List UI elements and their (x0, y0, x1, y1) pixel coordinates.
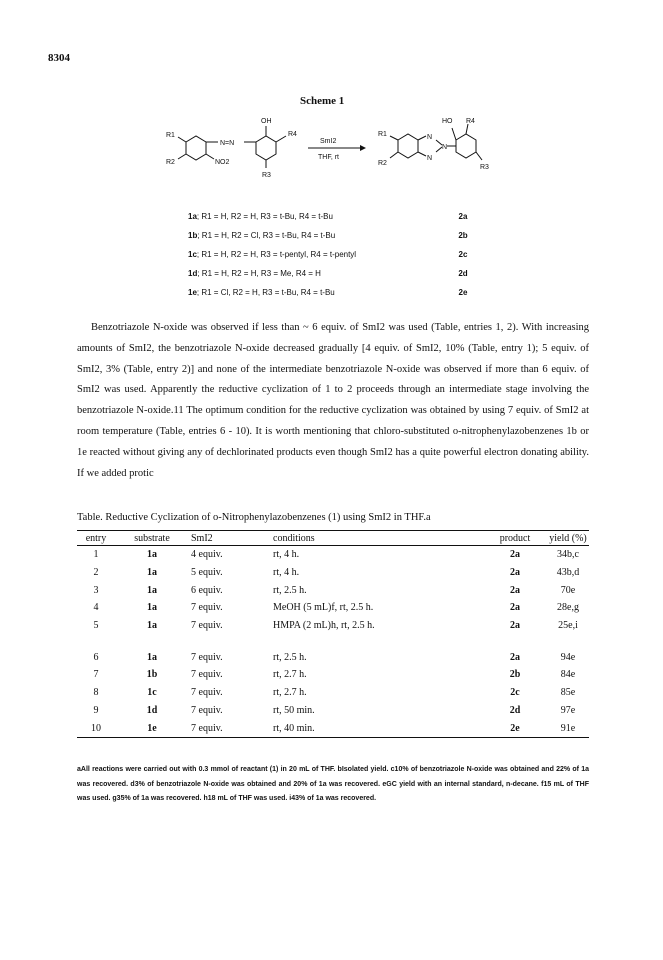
compound-product: 2a (458, 212, 468, 221)
cell-conditions: rt, 2.7 h. (273, 687, 307, 699)
header-substrate: substrate (115, 531, 189, 546)
product-r4-label: R4 (466, 118, 475, 125)
compound-definition (188, 288, 448, 297)
compound-product: 2b (458, 231, 468, 240)
cell-entry: 3 (93, 584, 99, 596)
table-row (77, 599, 589, 617)
body-paragraph: Benzotriazole N-oxide was observed if less than ~ 6 equiv. of SmI2 was used (Table, entries 1, 2). With increasing amounts of SmI2, the benzotriazole N-oxide decreased gradually [4 equiv. of SmI2, 10% (Table, entry 1); 5 equiv. of SmI2, 3% (Table, entry 2)] and none of the intermediate benzotriazole N-oxide was observed if more than 6 equiv. of SmI2 was used. Apparently the reductive cyclization of 1 to 2 proceeds through an intermediate stage involving the benzotriazole N-oxide.11 The optimum condition for the reductive cyclization was obtained by using 7 equiv. of SmI2 at room temperature (Table, entries 6 - 10). It is worth mentioning that chloro-substituted o-nitrophenylazobenzenes 1b or 1e reacted without giving any of dechlorinated products even though SmI2 has a quite powerful electron donating ability. If we added protic (77, 322, 589, 479)
header-product: product (483, 531, 547, 546)
compound-substituents: ; R1 = H, R2 = H, R3 = t-pentyl, R4 = t-pentyl (196, 250, 357, 259)
cell-yield: 34b,c (557, 549, 579, 561)
cell-yield: 25e,i (558, 620, 578, 632)
product-n-label-mid: N (442, 144, 448, 151)
table-title: Table. Reductive Cyclization of o-Nitrophenylazobenzenes (1) using SmI2 in THF.a (77, 512, 431, 523)
cell-entry: 8 (93, 687, 99, 699)
cell-yield: 43b,d (556, 567, 580, 579)
compound-id: 1d (188, 269, 198, 278)
cell-entry: 7 (93, 669, 99, 681)
r3-label: R3 (262, 172, 271, 179)
table-row (77, 702, 589, 720)
table-row (77, 684, 589, 702)
body-text (77, 318, 589, 484)
cell-yield: 28e,g (557, 602, 579, 614)
cell-smi2: 7 equiv. (189, 719, 271, 737)
table-spacer-row (77, 634, 589, 648)
compound-substituents: ; R1 = Cl, R2 = H, R3 = t-Bu, R4 = t-Bu (196, 288, 335, 297)
cell-conditions: MeOH (5 mL)f, rt, 2.5 h. (273, 602, 374, 614)
table-row (77, 581, 589, 599)
cell-substrate: 1c (147, 687, 157, 699)
product-structure (390, 124, 482, 160)
cell-entry: 2 (93, 567, 99, 579)
scheme-title: Scheme 1 (300, 95, 345, 107)
cell-conditions: rt, 50 min. (273, 704, 315, 716)
cell-yield: 70e (560, 584, 576, 596)
cell-substrate: 1a (147, 602, 157, 614)
compound-definition (188, 250, 448, 259)
cell-entry: 6 (93, 651, 99, 663)
cell-substrate: 1a (147, 620, 157, 632)
compound-id: 1e (188, 288, 197, 297)
r4-label: R4 (288, 131, 297, 138)
cell-product: 2a (510, 602, 520, 614)
table-row (77, 666, 589, 684)
compound-row (188, 207, 478, 226)
header-entry: entry (77, 531, 115, 546)
cell-conditions: rt, 40 min. (271, 719, 483, 737)
cell-yield: 85e (560, 687, 576, 699)
cell-conditions: rt, 2.5 h. (273, 651, 307, 663)
cell-substrate: 1a (147, 651, 157, 663)
compound-row (188, 245, 478, 264)
cell-smi2: 7 equiv. (191, 687, 223, 699)
cell-yield: 84e (560, 669, 576, 681)
azo-label: N=N (220, 140, 235, 147)
cell-smi2: 4 equiv. (191, 549, 223, 561)
cell-substrate: 1e (115, 719, 189, 737)
table-row (77, 546, 589, 564)
table-footnote: aAll reactions were carried out with 0.3 mmol of reactant (1) in 20 mL of THF. bIsolated yield. c10% of benzotriazole N-oxide was obtained and 22% of 1a was recovered. d3% of benzotriazole N-oxide was obtained and 20% of 1a was recovered. eGC yield with an internal standard, n-decane. f15 mL of THF was used. g35% of 1a was recovered. h18 mL of THF was used. i43% of 1a was recovered. (77, 766, 589, 802)
page-number: 8304 (48, 52, 70, 64)
cell-smi2: 7 equiv. (191, 620, 223, 632)
cell-smi2: 7 equiv. (191, 669, 223, 681)
cell-smi2: 6 equiv. (191, 584, 223, 596)
compound-row (188, 264, 478, 283)
cell-entry: 4 (93, 602, 99, 614)
cell-conditions: rt, 2.7 h. (273, 669, 307, 681)
compound-substituents: ; R1 = H, R2 = H, R3 = Me, R4 = H (197, 269, 321, 278)
compound-list (188, 207, 478, 302)
table-row (77, 719, 589, 737)
cell-smi2: 5 equiv. (191, 567, 223, 579)
compound-product: 2d (458, 269, 468, 278)
reaction-arrowhead (360, 145, 366, 151)
compound-row (188, 283, 478, 302)
cell-product: 2a (510, 567, 520, 579)
header-yield: yield (%) (547, 531, 589, 546)
header-conditions: conditions (271, 531, 483, 546)
compound-id: 1c (188, 250, 197, 259)
cell-smi2: 7 equiv. (191, 704, 223, 716)
compound-definition (188, 212, 448, 221)
compound-product: 2e (458, 288, 468, 297)
cell-smi2: 7 equiv. (191, 602, 223, 614)
compound-substituents: ; R1 = H, R2 = Cl, R3 = t-Bu, R4 = t-Bu (197, 231, 336, 240)
cell-product: 2a (510, 651, 520, 663)
ho-label: HO (442, 118, 453, 125)
cell-yield: 94e (560, 651, 576, 663)
cell-conditions: rt, 4 h. (273, 567, 300, 579)
cell-product: 2a (510, 549, 520, 561)
cell-product: 2d (509, 704, 521, 716)
cell-product: 2a (510, 584, 520, 596)
table-header-row (77, 531, 589, 546)
cell-yield: 97e (560, 704, 576, 716)
compound-definition (188, 269, 448, 278)
condition-label: THF, rt (318, 154, 339, 161)
r2-label: R2 (166, 159, 175, 166)
cell-smi2: 7 equiv. (191, 651, 223, 663)
product-n-label-bottom: N (427, 155, 433, 162)
cell-entry: 5 (93, 620, 99, 632)
header-smi2: SmI2 (189, 531, 271, 546)
no2-label: NO2 (215, 159, 230, 166)
product-n-label-top: N (427, 134, 433, 141)
cell-conditions: HMPA (2 mL)h, rt, 2.5 h. (273, 620, 375, 632)
reactant-structure (178, 126, 286, 168)
r1-label: R1 (166, 132, 175, 139)
table-row (77, 564, 589, 582)
compound-id: 1b (188, 231, 198, 240)
table-row (77, 648, 589, 666)
cell-entry: 1 (93, 549, 99, 561)
compound-substituents: ; R1 = H, R2 = H, R3 = t-Bu, R4 = t-Bu (196, 212, 333, 221)
cell-substrate: 1a (147, 567, 157, 579)
cell-entry: 9 (93, 704, 99, 716)
compound-id: 1a (188, 212, 197, 221)
table-body (77, 546, 589, 738)
cell-yield: 91e (547, 719, 589, 737)
cell-entry: 10 (77, 719, 115, 737)
cell-substrate: 1a (147, 584, 157, 596)
product-r1-label: R1 (378, 131, 387, 138)
cell-conditions: rt, 2.5 h. (273, 584, 307, 596)
table-spacer-cell (77, 634, 589, 648)
results-table (77, 530, 589, 738)
cell-product: 2a (510, 620, 520, 632)
product-r2-label: R2 (378, 160, 387, 167)
cell-product: 2c (510, 687, 520, 699)
reagent-label: SmI2 (320, 138, 337, 145)
table-row (77, 617, 589, 635)
cell-product: 2b (509, 669, 521, 681)
cell-product: 2e (483, 719, 547, 737)
cell-substrate: 1a (147, 549, 157, 561)
compound-product: 2c (458, 250, 468, 259)
oh-label: OH (261, 118, 272, 125)
product-r3-label: R3 (480, 164, 489, 171)
cell-substrate: 1d (146, 704, 158, 716)
compound-row (188, 226, 478, 245)
reaction-scheme (160, 112, 500, 184)
cell-substrate: 1b (146, 669, 158, 681)
cell-conditions: rt, 4 h. (273, 549, 300, 561)
compound-definition (188, 231, 448, 240)
